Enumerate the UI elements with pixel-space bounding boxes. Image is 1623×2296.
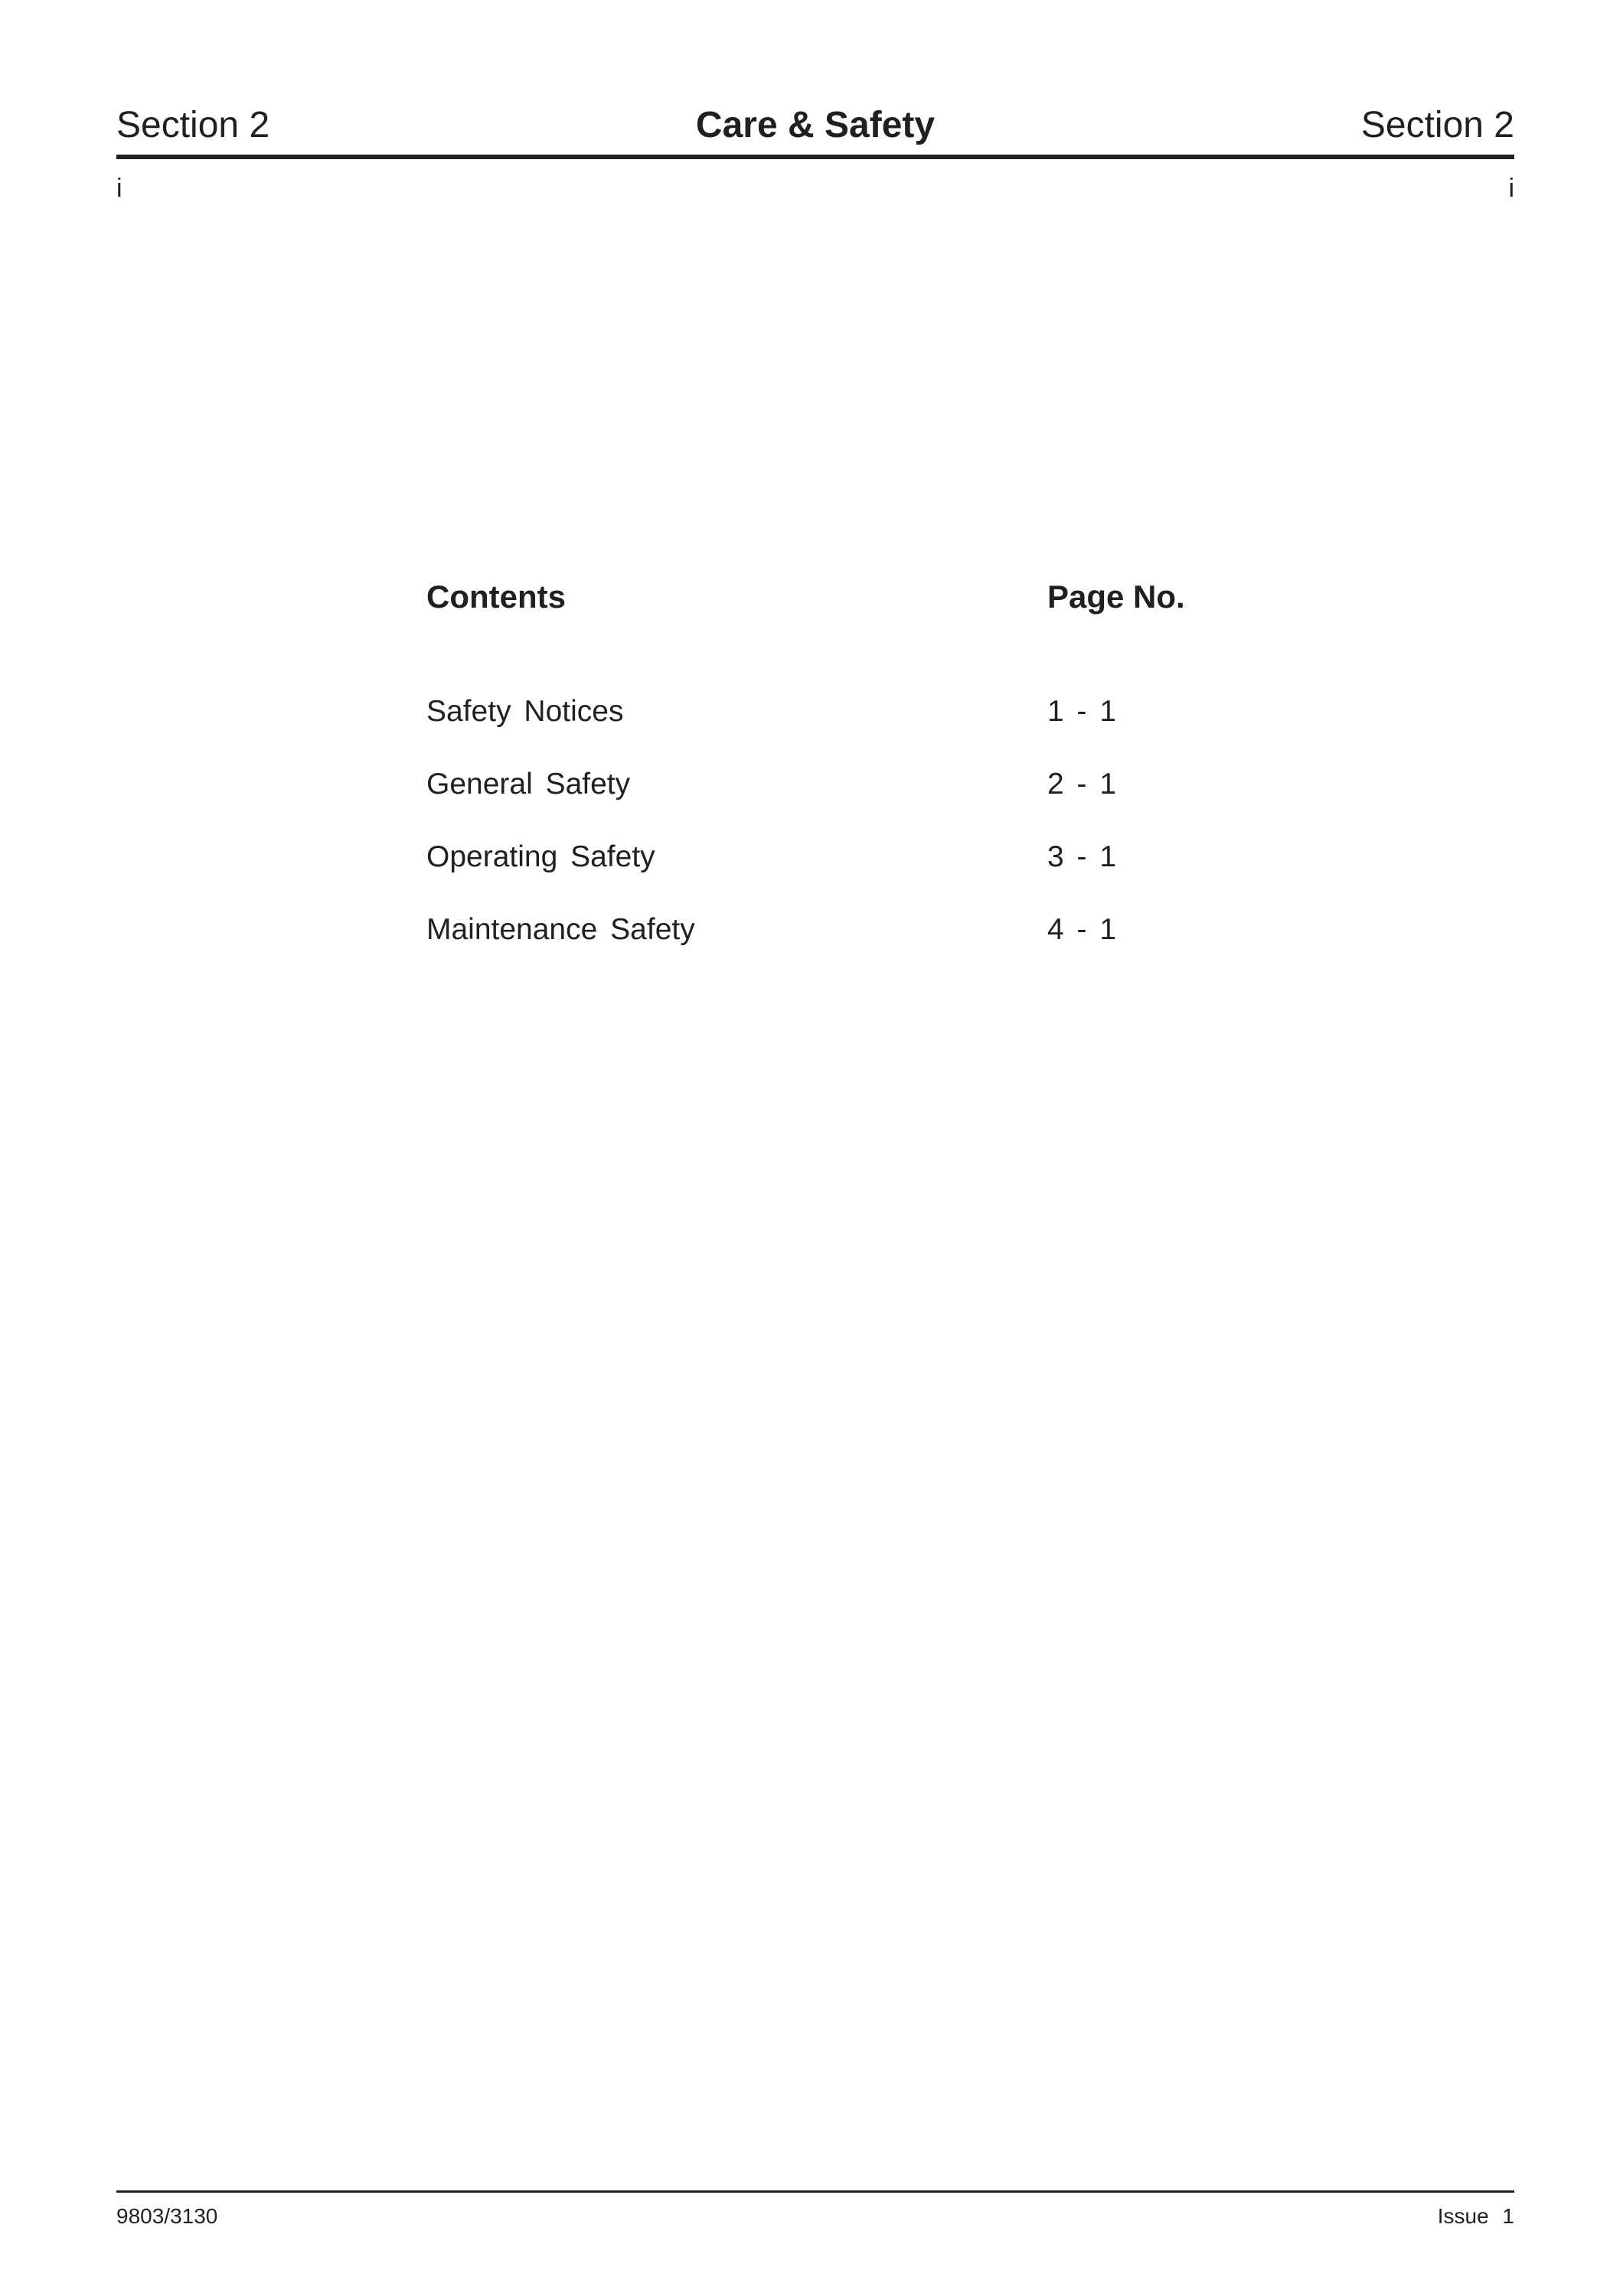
- header-title: Care & Safety: [695, 105, 936, 145]
- toc-entry-title: Safety Notices: [426, 695, 624, 728]
- table-of-contents: [426, 569, 1269, 979]
- toc-entry-title: General Safety: [426, 768, 631, 801]
- footer-document-number: 9803/3130: [116, 2204, 218, 2228]
- header-section-right: Section 2: [1360, 105, 1514, 145]
- footer-divider: [116, 2190, 1514, 2193]
- toc-entry[interactable]: [426, 906, 1269, 979]
- toc-entry-page: 2 - 1: [1047, 768, 1117, 801]
- header-section-left: Section 2: [116, 105, 270, 145]
- page-number-left: i: [116, 174, 122, 203]
- toc-entry[interactable]: [426, 833, 1269, 906]
- toc-entry-page: 3 - 1: [1047, 840, 1117, 873]
- toc-page-heading: Page No.: [1047, 579, 1185, 615]
- toc-header-row: [426, 569, 1269, 625]
- header-divider: [116, 155, 1514, 159]
- toc-contents-heading: Contents: [426, 579, 566, 615]
- toc-entry[interactable]: [426, 688, 1269, 761]
- page-header: [116, 96, 1514, 155]
- toc-entry[interactable]: [426, 761, 1269, 833]
- toc-entry-title: Operating Safety: [426, 840, 655, 873]
- toc-entry-page: 1 - 1: [1047, 695, 1117, 728]
- toc-entry-page: 4 - 1: [1047, 913, 1117, 946]
- page-number-right: i: [1508, 174, 1514, 203]
- footer-issue: Issue 1: [1437, 2204, 1514, 2228]
- toc-entries: [426, 688, 1269, 979]
- toc-entry-title: Maintenance Safety: [426, 913, 695, 946]
